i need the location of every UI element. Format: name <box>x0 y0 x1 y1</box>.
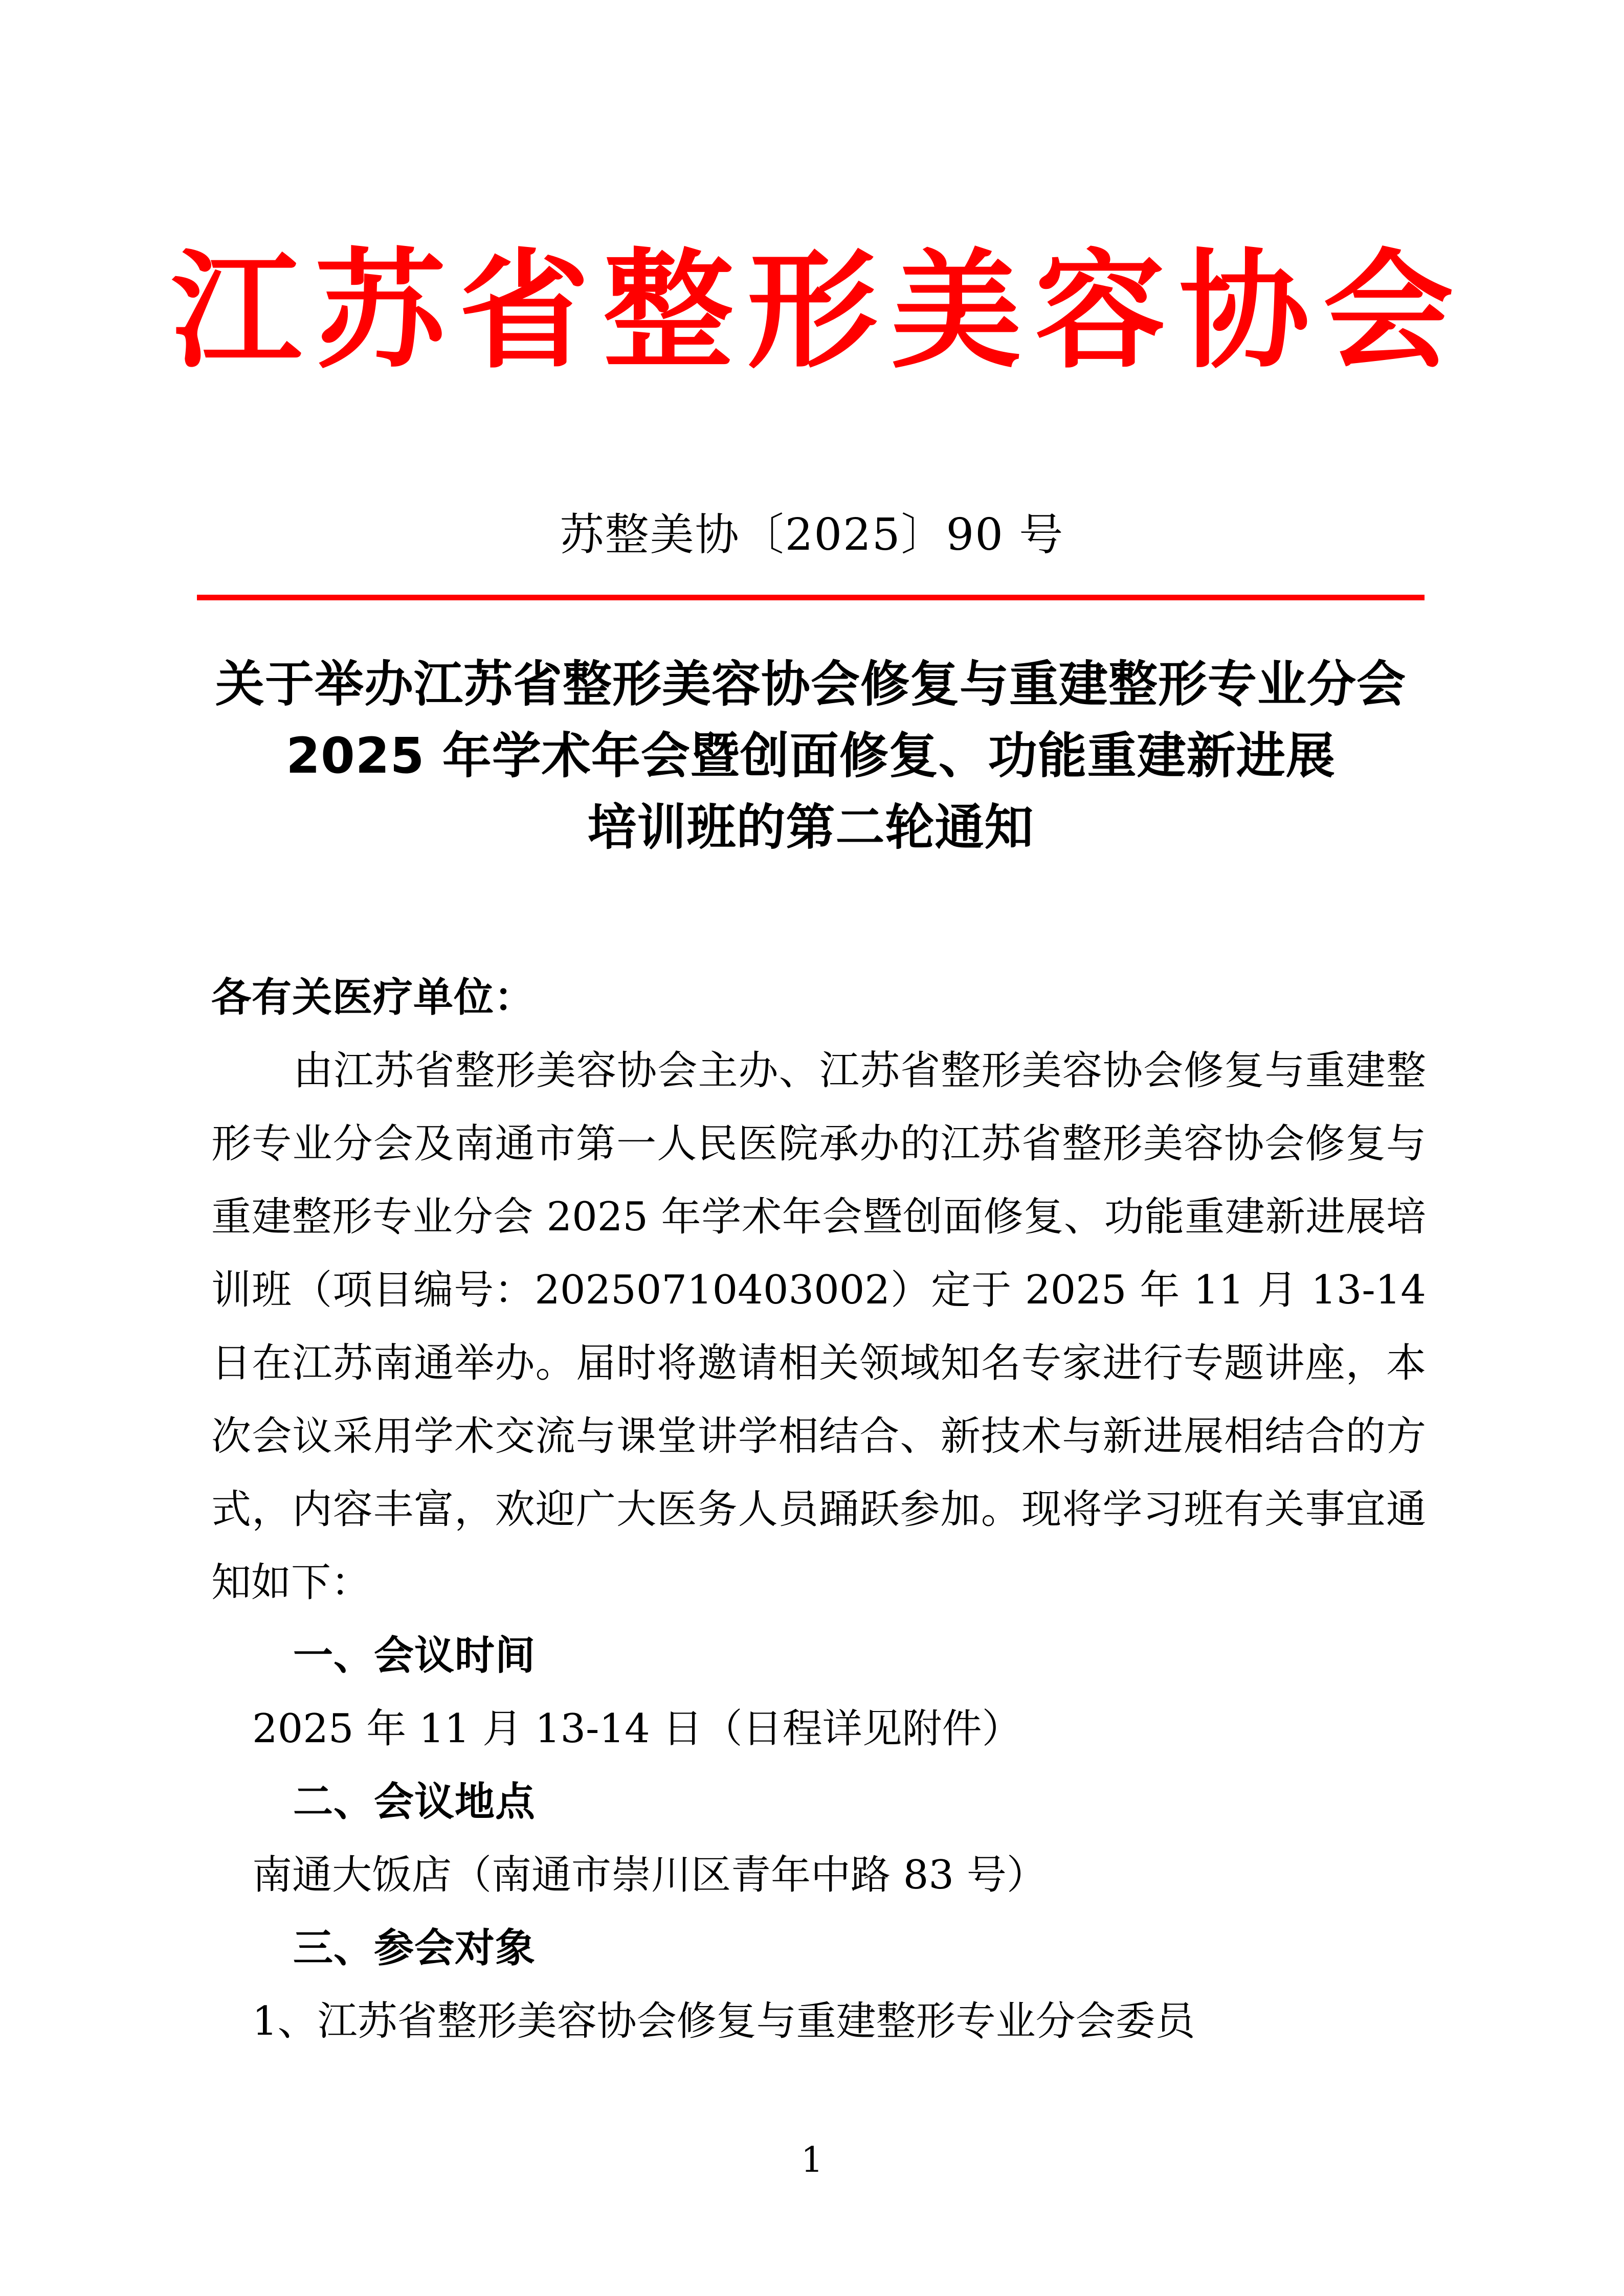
section-meeting-venue <box>211 1766 1426 1912</box>
section-heading: 一、会议时间 <box>293 1633 536 1679</box>
section-heading: 二、会议地点 <box>293 1779 536 1825</box>
document-title <box>197 648 1425 863</box>
red-divider-rule <box>197 595 1425 600</box>
title-line-2: 2025 年学术年会暨创面修复、功能重建新进展 <box>286 727 1336 784</box>
title-line-1: 关于举办江苏省整形美容协会修复与重建整形专业分会 <box>215 656 1406 713</box>
salutation: 各有关医疗单位： <box>211 975 535 1021</box>
title-line-3: 培训班的第二轮通知 <box>587 799 1034 856</box>
page-number: 1 <box>800 2140 824 2180</box>
section-text: 南通大饭店（南通市崇川区青年中路 83 号） <box>252 1852 1047 1898</box>
section-heading: 三、参会对象 <box>293 1925 536 1971</box>
section-participants <box>211 1912 1426 2058</box>
document-number: 苏整美协〔2025〕90 号 <box>560 509 1064 560</box>
masthead <box>0 235 1624 386</box>
intro-paragraph: 由江苏省整形美容协会主办、江苏省整形美容协会修复与重建整形专业分会及南通市第一人民医院承办的江苏省整形美容协会修复与重建整形专业分会 2025 年学术年会暨创面修复、功能重建新进展培训班（项目编号：20250710403002）定于 2025 年 11 月 13-14 日在江苏南通举办。届时将邀请相关领域知名专家进行专题讲座，本次会议采用学术交流与课堂讲学相结合、新技术与新进展相结合的方式，内容丰富，欢迎广大医务人员踊跃参加。现将学习班有关事宜通知如下： <box>211 1048 1426 1606</box>
section-meeting-time <box>211 1619 1426 1766</box>
document-body <box>211 961 1426 2058</box>
organization-name: 江苏省整形美容协会 <box>170 235 1467 386</box>
section-text: 1、江苏省整形美容协会修复与重建整形专业分会委员 <box>252 1998 1195 2044</box>
section-text: 2025 年 11 月 13-14 日（日程详见附件） <box>252 1706 1022 1752</box>
